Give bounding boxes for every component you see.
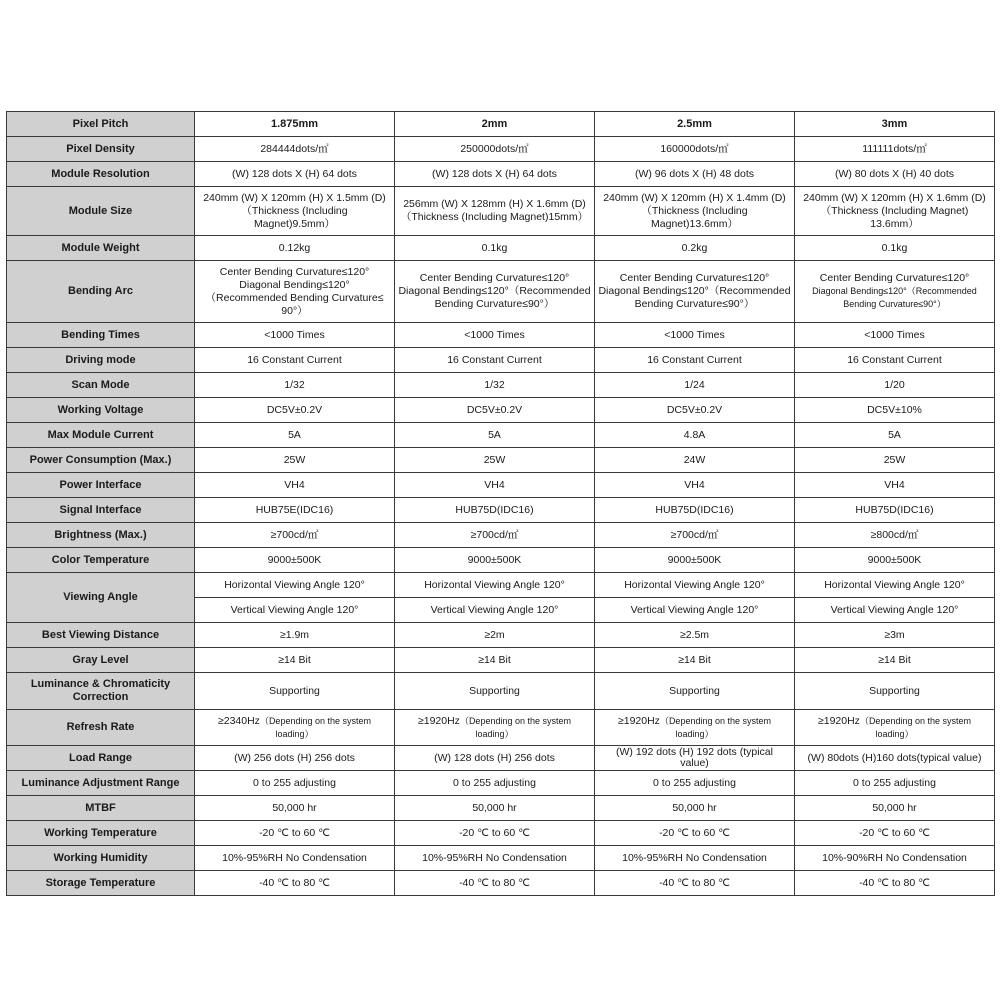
cell: 1/32: [395, 373, 595, 398]
table-row: [7, 821, 995, 846]
cell: [595, 187, 795, 236]
cell: [195, 710, 395, 746]
cell-line: 240mm (W) X 120mm (H) X 1.6mm (D): [803, 191, 986, 204]
row-label: MTBF: [7, 796, 195, 821]
cell: 160000dots/㎡: [595, 137, 795, 162]
cell: 50,000 hr: [595, 796, 795, 821]
cell: ≥2m: [395, 623, 595, 648]
row-label: Working Temperature: [7, 821, 195, 846]
cell-line: value): [680, 757, 709, 769]
table-row: [7, 523, 995, 548]
cell-line: ≥1920Hz: [817, 714, 860, 727]
cell: 111111dots/㎡: [795, 137, 995, 162]
table-row: [7, 498, 995, 523]
table-row: [7, 187, 995, 236]
table-row: [7, 673, 995, 710]
cell: -40 ℃ to 80 ℃: [795, 871, 995, 896]
row-label: Bending Arc: [7, 261, 195, 323]
table-row: [7, 573, 995, 598]
cell: VH4: [595, 473, 795, 498]
cell: Supporting: [795, 673, 995, 710]
cell: [795, 187, 995, 236]
cell: 1/32: [195, 373, 395, 398]
cell: 16 Constant Current: [195, 348, 395, 373]
cell: (W) 128 dots X (H) 64 dots: [195, 162, 395, 187]
cell: [195, 187, 395, 236]
cell: HUB75D(IDC16): [395, 498, 595, 523]
cell-line: Magnet)13.6mm）: [651, 217, 738, 230]
table-row: [7, 423, 995, 448]
cell: 4.8A: [595, 423, 795, 448]
cell: ≥800cd/㎡: [795, 523, 995, 548]
cell: 10%-95%RH No Condensation: [395, 846, 595, 871]
header-col-2: 2mm: [395, 112, 595, 137]
cell-line: 240mm (W) X 120mm (H) X 1.5mm (D): [203, 191, 386, 204]
cell: [395, 187, 595, 236]
cell: [395, 710, 595, 746]
cell-line: Bending Curvature≤90°）: [634, 298, 755, 310]
cell-line: Diagonal Bending≤120°: [239, 278, 350, 291]
cell: ≥14 Bit: [595, 648, 795, 673]
row-label: Pixel Density: [7, 137, 195, 162]
cell: 0 to 255 adjusting: [595, 771, 795, 796]
table-row: [7, 373, 995, 398]
header-col-4: 3mm: [795, 112, 995, 137]
row-label: Module Weight: [7, 236, 195, 261]
cell: 0.1kg: [795, 236, 995, 261]
row-label: Bending Times: [7, 323, 195, 348]
cell-line: loading）: [875, 728, 914, 739]
table-row: [7, 398, 995, 423]
table-row: [7, 648, 995, 673]
table-row: [7, 710, 995, 746]
cell: 5A: [395, 423, 595, 448]
cell: HUB75E(IDC16): [195, 498, 395, 523]
row-label: Max Module Current: [7, 423, 195, 448]
cell: 9000±500K: [195, 548, 395, 573]
cell: 16 Constant Current: [795, 348, 995, 373]
cell: -20 ℃ to 60 ℃: [395, 821, 595, 846]
header-col-1: 1.875mm: [195, 112, 395, 137]
row-label: Viewing Angle: [7, 573, 195, 623]
cell: ≥1.9m: [195, 623, 395, 648]
table-row: [7, 771, 995, 796]
cell: 16 Constant Current: [395, 348, 595, 373]
cell-line: Diagonal Bending≤120°（Recommended: [812, 286, 977, 296]
table-row: [7, 348, 995, 373]
cell: [195, 261, 395, 323]
cell: ≥700cd/㎡: [395, 523, 595, 548]
cell-line: （Depending on the system: [459, 715, 572, 726]
cell: ≥700cd/㎡: [195, 523, 395, 548]
cell-line: （Thickness (Including Magnet)15mm）: [400, 211, 589, 223]
cell: Vertical Viewing Angle 120°: [595, 598, 795, 623]
cell-line: (W) 80dots (H)160 dots(typical value): [807, 751, 982, 764]
cell-line: ≥2340Hz: [217, 714, 260, 727]
cell: 1/20: [795, 373, 995, 398]
cell: 0.2kg: [595, 236, 795, 261]
row-label: Driving mode: [7, 348, 195, 373]
cell: 25W: [195, 448, 395, 473]
table-row: [7, 448, 995, 473]
cell: [595, 710, 795, 746]
cell: 0.1kg: [395, 236, 595, 261]
cell: [395, 746, 595, 771]
cell: Vertical Viewing Angle 120°: [395, 598, 595, 623]
row-label: Load Range: [7, 746, 195, 771]
row-label: Signal Interface: [7, 498, 195, 523]
row-label: Power Consumption (Max.): [7, 448, 195, 473]
cell: 250000dots/㎡: [395, 137, 595, 162]
cell: -40 ℃ to 80 ℃: [195, 871, 395, 896]
cell: HUB75D(IDC16): [795, 498, 995, 523]
table-row: [7, 623, 995, 648]
cell: ≥700cd/㎡: [595, 523, 795, 548]
cell: 284444dots/㎡: [195, 137, 395, 162]
cell-line: Center Bending Curvature≤120°: [419, 272, 570, 284]
cell-line: Bending Curvature≤90°）: [434, 298, 555, 310]
cell: Vertical Viewing Angle 120°: [195, 598, 395, 623]
cell: 1/24: [595, 373, 795, 398]
cell-line: 256mm (W) X 128mm (H) X 1.6mm (D): [403, 198, 586, 210]
cell-line: （Thickness (Including: [641, 204, 748, 217]
cell-line: Center Bending Curvature≤120°: [619, 272, 770, 284]
cell: VH4: [395, 473, 595, 498]
cell: -40 ℃ to 80 ℃: [595, 871, 795, 896]
cell-line: Center Bending Curvature≤120°: [219, 265, 370, 278]
cell: Horizontal Viewing Angle 120°: [195, 573, 395, 598]
row-label: Module Size: [7, 187, 195, 236]
table-row: [7, 746, 995, 771]
cell-line: （Depending on the system: [259, 715, 372, 726]
cell-line: 13.6mm）: [870, 217, 919, 230]
row-label: Module Resolution: [7, 162, 195, 187]
cell: -40 ℃ to 80 ℃: [395, 871, 595, 896]
table-row: [7, 236, 995, 261]
row-label: Working Voltage: [7, 398, 195, 423]
row-label: Luminance Adjustment Range: [7, 771, 195, 796]
cell: 0.12kg: [195, 236, 395, 261]
row-label: Working Humidity: [7, 846, 195, 871]
cell: [595, 746, 795, 771]
cell: 24W: [595, 448, 795, 473]
row-label: Refresh Rate: [7, 710, 195, 746]
table-row: [7, 162, 995, 187]
cell: [795, 261, 995, 323]
cell-line: Center Bending Curvature≤120°: [819, 272, 970, 284]
cell: 25W: [395, 448, 595, 473]
cell: 50,000 hr: [195, 796, 395, 821]
cell: <1000 Times: [795, 323, 995, 348]
cell: <1000 Times: [595, 323, 795, 348]
cell-line: (W) 128 dots (H) 256 dots: [434, 751, 555, 764]
row-label: Brightness (Max.): [7, 523, 195, 548]
cell-line: loading）: [475, 728, 514, 739]
cell: Horizontal Viewing Angle 120°: [395, 573, 595, 598]
cell-line: (W) 256 dots (H) 256 dots: [234, 751, 355, 764]
cell: Horizontal Viewing Angle 120°: [795, 573, 995, 598]
cell: (W) 80 dots X (H) 40 dots: [795, 162, 995, 187]
cell-line: loading）: [675, 728, 714, 739]
cell: 9000±500K: [595, 548, 795, 573]
cell: DC5V±0.2V: [595, 398, 795, 423]
table-row: [7, 261, 995, 323]
cell: 5A: [195, 423, 395, 448]
cell: 10%-90%RH No Condensation: [795, 846, 995, 871]
cell-line: Diagonal Bending≤120°（Recommended: [398, 285, 591, 297]
cell: [395, 261, 595, 323]
cell: 25W: [795, 448, 995, 473]
cell: [195, 746, 395, 771]
cell: (W) 96 dots X (H) 48 dots: [595, 162, 795, 187]
row-label: Storage Temperature: [7, 871, 195, 896]
cell: 0 to 255 adjusting: [795, 771, 995, 796]
cell: Supporting: [195, 673, 395, 710]
row-label: Gray Level: [7, 648, 195, 673]
cell: (W) 128 dots X (H) 64 dots: [395, 162, 595, 187]
cell: <1000 Times: [395, 323, 595, 348]
cell-line: ≥1920Hz: [417, 714, 460, 727]
cell-line: loading）: [275, 728, 314, 739]
cell: 5A: [795, 423, 995, 448]
header-col-3: 2.5mm: [595, 112, 795, 137]
header-row: [7, 112, 995, 137]
cell: ≥14 Bit: [395, 648, 595, 673]
cell: ≥2.5m: [595, 623, 795, 648]
cell: 10%-95%RH No Condensation: [595, 846, 795, 871]
row-label: Luminance & Chromaticity Correction: [7, 673, 195, 710]
cell: DC5V±0.2V: [395, 398, 595, 423]
cell: 16 Constant Current: [595, 348, 795, 373]
table-row: [7, 323, 995, 348]
table-row: [7, 137, 995, 162]
cell: <1000 Times: [195, 323, 395, 348]
row-label: Power Interface: [7, 473, 195, 498]
spec-table: [6, 111, 995, 896]
cell-line: （Thickness (Including: [241, 204, 348, 217]
cell: 10%-95%RH No Condensation: [195, 846, 395, 871]
cell: DC5V±0.2V: [195, 398, 395, 423]
cell-line: 90°）: [281, 304, 308, 317]
cell-line: Bending Curvature≤90°）: [843, 299, 946, 309]
cell-line: （Thickness (Including Magnet): [820, 204, 969, 217]
cell: 0 to 255 adjusting: [395, 771, 595, 796]
cell-line: ≥1920Hz: [617, 714, 660, 727]
cell-line: (W) 192 dots (H) 192 dots (typical: [616, 746, 773, 758]
cell: ≥14 Bit: [195, 648, 395, 673]
cell: VH4: [795, 473, 995, 498]
cell: -20 ℃ to 60 ℃: [595, 821, 795, 846]
header-label: Pixel Pitch: [7, 112, 195, 137]
row-label: Color Temperature: [7, 548, 195, 573]
cell-line: Diagonal Bending≤120°（Recommended: [598, 285, 791, 297]
table-row: [7, 548, 995, 573]
table-row: [7, 796, 995, 821]
cell: ≥3m: [795, 623, 995, 648]
row-label: Best Viewing Distance: [7, 623, 195, 648]
cell: Supporting: [595, 673, 795, 710]
cell: [595, 261, 795, 323]
cell: Supporting: [395, 673, 595, 710]
cell: VH4: [195, 473, 395, 498]
table-row: [7, 871, 995, 896]
cell: 0 to 255 adjusting: [195, 771, 395, 796]
cell: 50,000 hr: [395, 796, 595, 821]
cell-line: Magnet)9.5mm）: [253, 217, 336, 230]
row-label: Scan Mode: [7, 373, 195, 398]
table-row: [7, 473, 995, 498]
cell: 9000±500K: [795, 548, 995, 573]
cell: DC5V±10%: [795, 398, 995, 423]
cell: HUB75D(IDC16): [595, 498, 795, 523]
cell: Vertical Viewing Angle 120°: [795, 598, 995, 623]
cell-line: （Depending on the system: [859, 715, 972, 726]
table-row: [7, 846, 995, 871]
cell: -20 ℃ to 60 ℃: [795, 821, 995, 846]
cell: [795, 710, 995, 746]
cell: Horizontal Viewing Angle 120°: [595, 573, 795, 598]
cell: -20 ℃ to 60 ℃: [195, 821, 395, 846]
cell-line: 240mm (W) X 120mm (H) X 1.4mm (D): [603, 191, 786, 204]
cell: ≥14 Bit: [795, 648, 995, 673]
cell: 9000±500K: [395, 548, 595, 573]
cell-line: （Depending on the system: [659, 715, 772, 726]
cell-line: （Recommended Bending Curvature≤: [205, 291, 384, 304]
cell: 50,000 hr: [795, 796, 995, 821]
cell: [795, 746, 995, 771]
